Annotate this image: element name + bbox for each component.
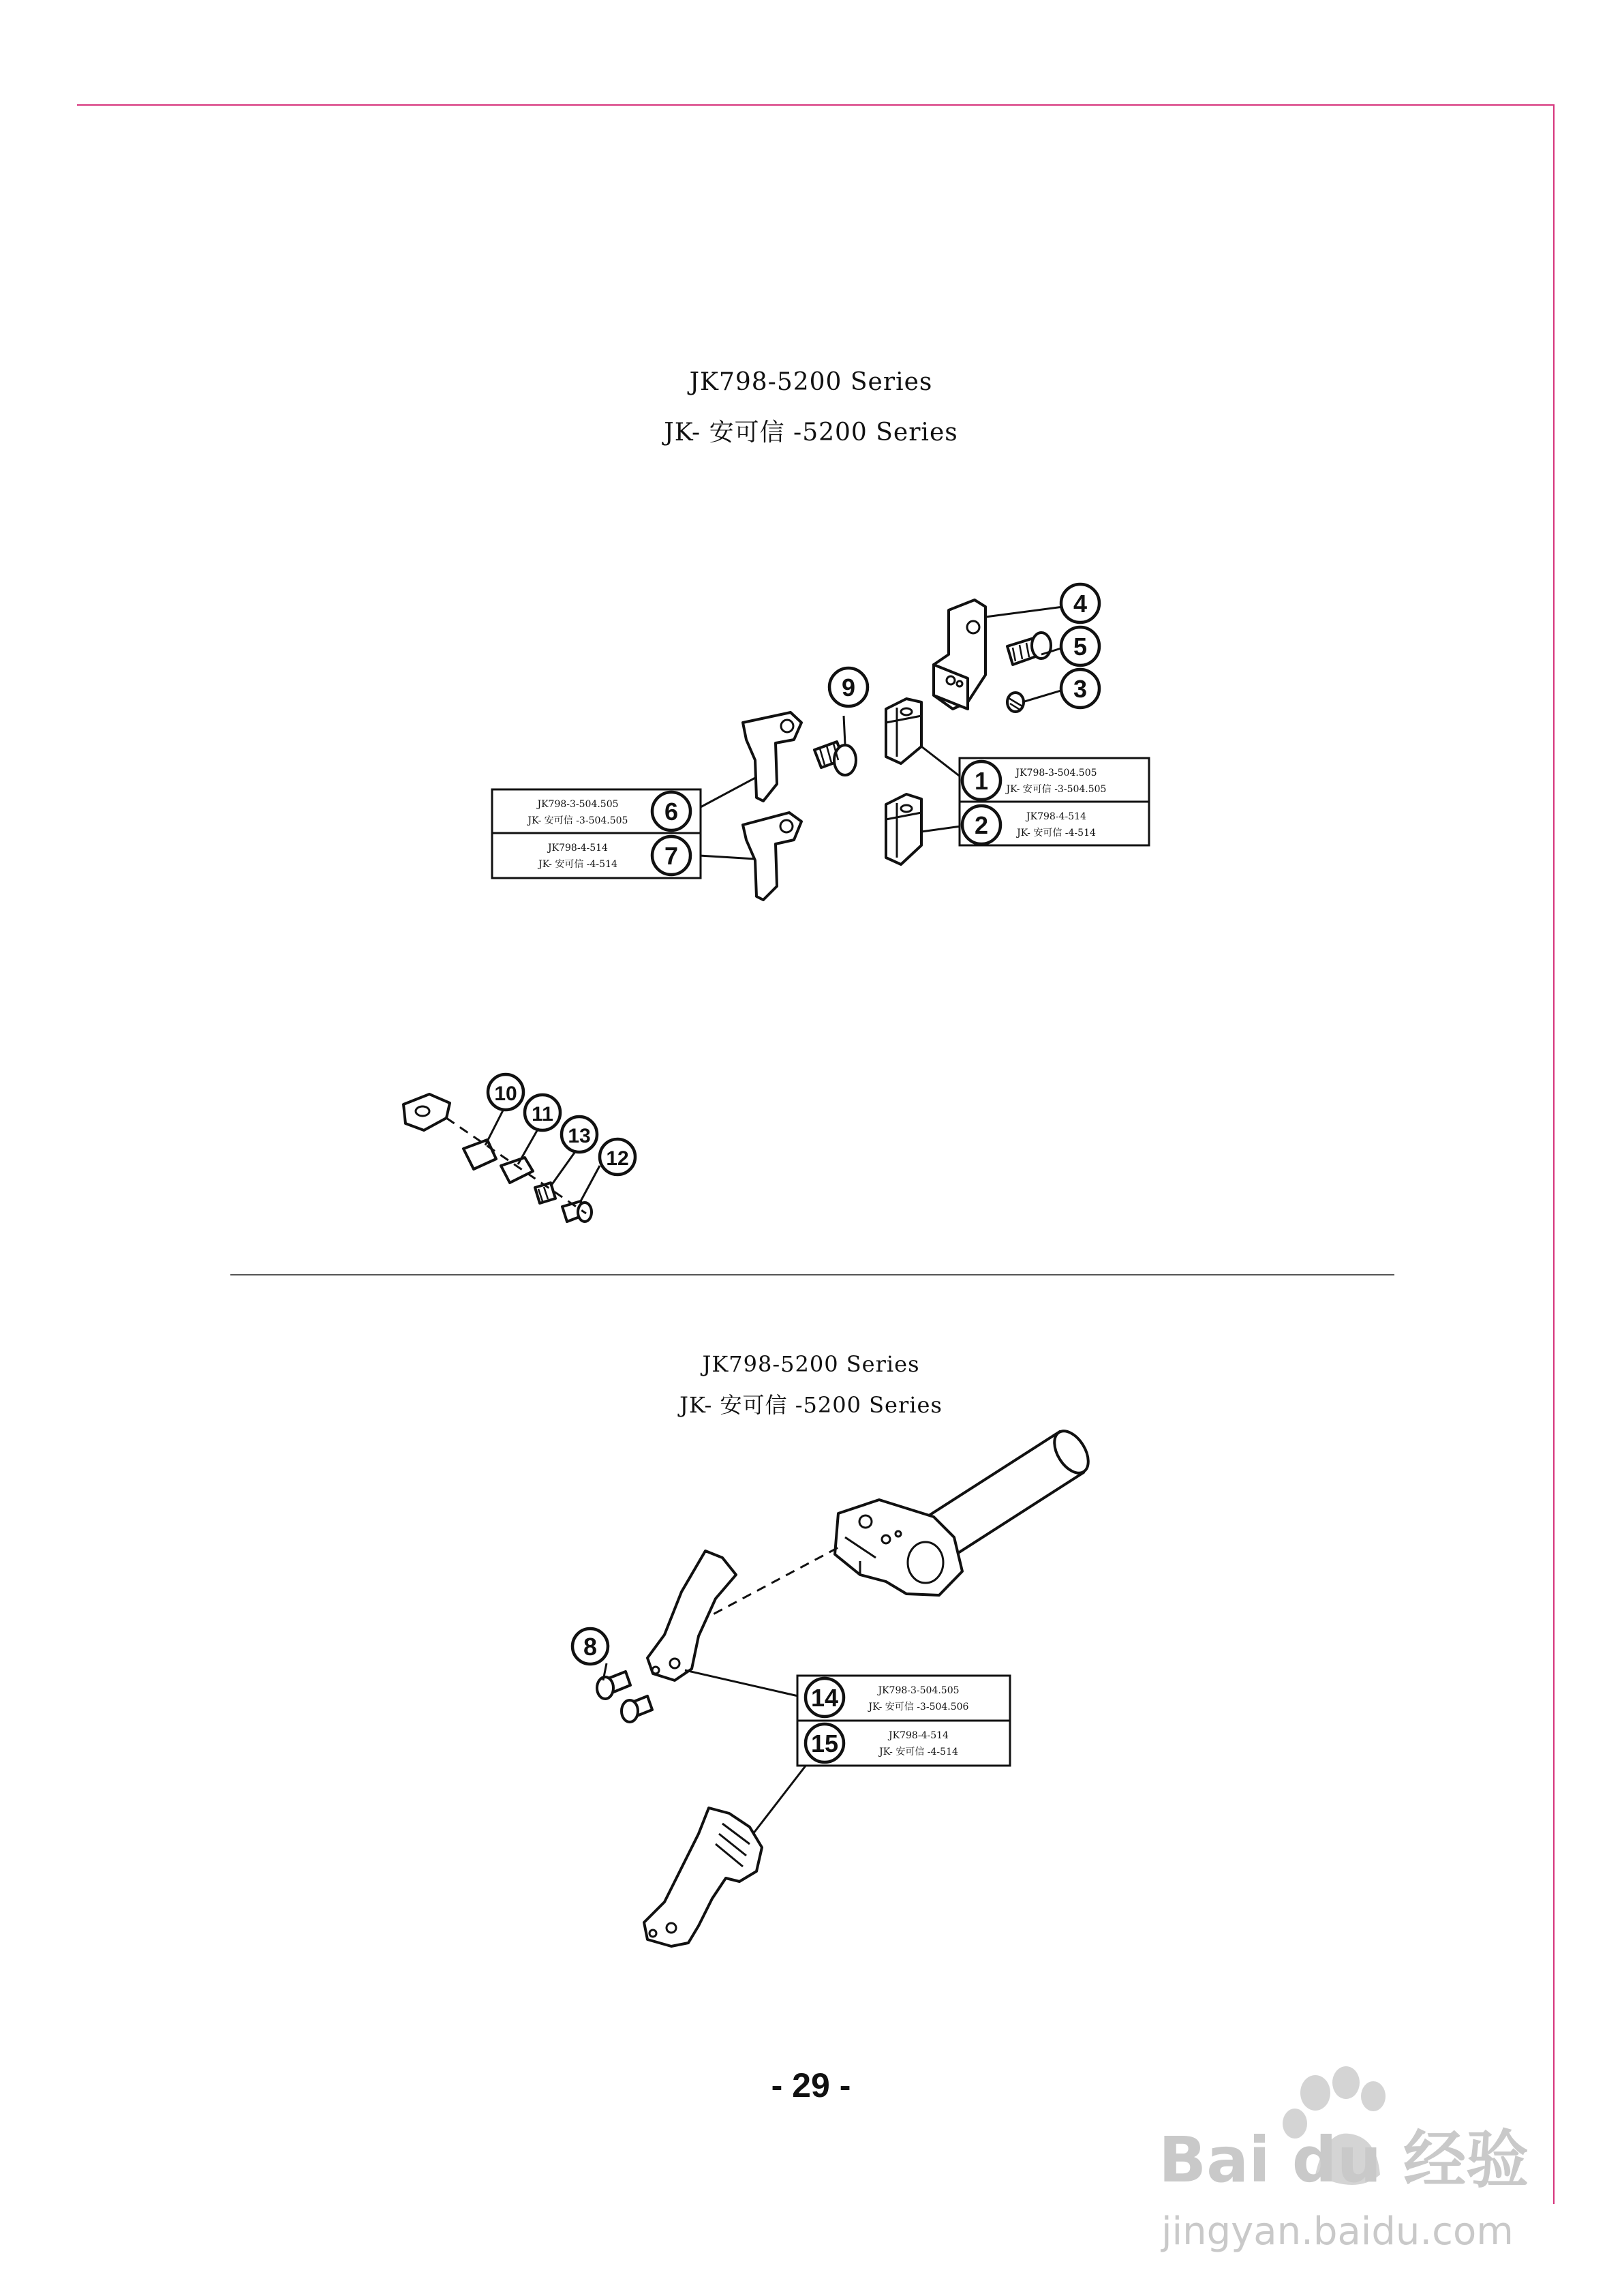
svg-text:4: 4 — [1073, 590, 1088, 618]
watermark-brand: Bai du 经验 — [1159, 2124, 1529, 2196]
callout-15 — [806, 1724, 844, 1762]
leader-13 — [551, 1151, 576, 1186]
svg-text:11: 11 — [532, 1103, 553, 1126]
label-6-line2: JK- 安可信 -3-504.505 — [527, 815, 628, 826]
leader-6 — [699, 777, 756, 808]
callout-6 — [652, 792, 690, 830]
part-8-screws — [597, 1672, 652, 1722]
section2-title-line1: JK798-5200 Series — [702, 1351, 920, 1377]
label-1-line2: JK- 安可信 -3-504.505 — [1006, 784, 1107, 795]
leader-1 — [921, 746, 961, 777]
watermark-url: jingyan.baidu.com — [1161, 2209, 1514, 2254]
section1-title-line2: JK- 安可信 -5200 Series — [664, 419, 958, 447]
label-15-line1: JK798-4-514 — [889, 1730, 949, 1741]
svg-text:5: 5 — [1073, 633, 1088, 661]
callout-7 — [652, 836, 690, 875]
part-14-arm — [647, 1551, 736, 1680]
label-15-line2: JK- 安可信 -4-514 — [879, 1747, 958, 1757]
part-3-set-screw — [1007, 693, 1024, 712]
leader-9 — [844, 716, 845, 744]
svg-text:15: 15 — [810, 1729, 839, 1757]
callout-14 — [806, 1678, 844, 1717]
label-7-line1: JK798-4-514 — [548, 843, 608, 854]
part-7-bracket — [743, 813, 801, 900]
leader-3 — [1022, 690, 1063, 702]
section1-title-line1: JK798-5200 Series — [689, 368, 933, 396]
leader-11 — [518, 1128, 538, 1164]
svg-text:7: 7 — [664, 842, 679, 870]
part-1-block — [886, 699, 921, 764]
label-2-line1: JK798-4-514 — [1026, 811, 1086, 822]
label-2-line2: JK- 安可信 -4-514 — [1017, 828, 1096, 839]
callout-2 — [962, 806, 1000, 844]
svg-text:1: 1 — [974, 767, 989, 795]
leader-2 — [921, 826, 961, 832]
leader-15 — [753, 1759, 811, 1834]
callout-13 — [562, 1117, 597, 1152]
svg-text:2: 2 — [974, 811, 989, 839]
callout-11 — [525, 1095, 560, 1130]
svg-text:6: 6 — [664, 798, 679, 826]
callout-10 — [488, 1074, 523, 1110]
callout-4 — [1061, 584, 1099, 622]
svg-text:13: 13 — [568, 1125, 591, 1147]
leader-12 — [581, 1166, 600, 1201]
svg-text:14: 14 — [810, 1684, 839, 1712]
callout-3 — [1061, 669, 1099, 708]
callout-1 — [962, 761, 1000, 800]
label-1-line1: JK798-3-504.505 — [1015, 768, 1097, 779]
label-14-line1: JK798-3-504.505 — [878, 1685, 960, 1696]
part-5-screw — [1007, 633, 1051, 665]
leader-4 — [985, 607, 1063, 617]
svg-text:12: 12 — [606, 1147, 629, 1170]
svg-text:3: 3 — [1073, 675, 1088, 703]
svg-text:8: 8 — [583, 1633, 598, 1661]
part-4-bracket — [934, 600, 985, 709]
label-6-line1: JK798-3-504.505 — [537, 799, 619, 810]
leader-14 — [685, 1670, 804, 1697]
label-14-line2: JK- 安可信 -3-504.506 — [868, 1702, 969, 1712]
callout-5 — [1061, 627, 1099, 665]
callout-9 — [829, 668, 868, 706]
callout-12 — [600, 1139, 635, 1175]
part-9-screw — [814, 742, 856, 775]
section2-title-line2: JK- 安可信 -5200 Series — [679, 1392, 943, 1418]
part-2-block — [886, 794, 921, 864]
leader-10 — [485, 1108, 504, 1145]
label-7-line2: JK- 安可信 -4-514 — [538, 859, 617, 870]
baidu-watermark — [1152, 2066, 1533, 2270]
svg-text:10: 10 — [494, 1083, 517, 1105]
page-number: - 29 - — [771, 2066, 851, 2104]
small-assembly — [403, 1094, 592, 1222]
leader-7 — [699, 856, 755, 859]
part-6-bracket — [743, 712, 801, 801]
callout-8 — [572, 1629, 608, 1664]
part-15-arm — [644, 1808, 762, 1946]
svg-text:9: 9 — [841, 674, 856, 701]
